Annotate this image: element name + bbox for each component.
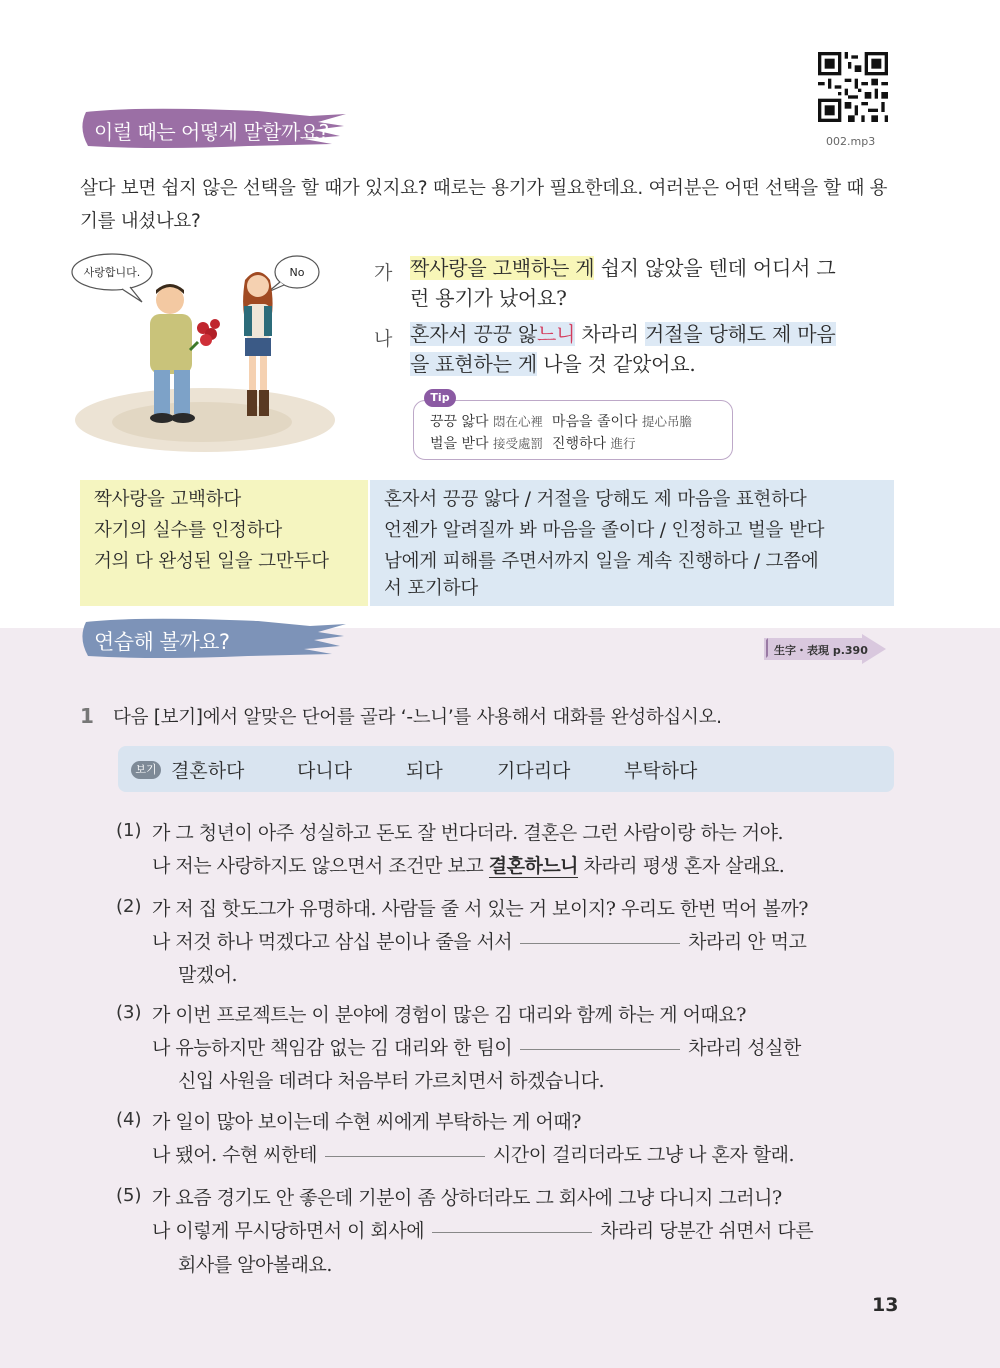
speaker-na: 나 — [374, 328, 393, 350]
example-label: 보기 — [131, 761, 161, 779]
table-left-row: 짝사랑을 고백하다 — [94, 489, 242, 510]
dialogue-text: 혼자서 끙끙 앓 — [410, 322, 538, 346]
exercise-text: 나 유능하지만 책임감 없는 김 대리와 한 팀이 — [152, 1037, 513, 1059]
dialogue-na-line2 — [410, 349, 696, 379]
table-left-row: 자기의 실수를 인정하다 — [94, 520, 283, 541]
exercise-na-cont: 신입 사원을 데려다 처음부터 가르치면서 하겠습니다. — [178, 1070, 605, 1092]
dialogue-ga-line1 — [410, 253, 836, 283]
tip-translation: 進行 — [610, 436, 636, 451]
exercise-na — [152, 1140, 794, 1167]
exercise-ga: 가 이번 프로젝트는 이 분야에 경험이 많은 김 대리와 함께 하는 게 어때요? — [152, 1004, 746, 1026]
exercise-ga: 가 일이 많아 보이는데 수현 씨에게 부탁하는 게 어때? — [152, 1111, 581, 1133]
exercise-ga: 가 요즘 경기도 안 좋은데 기분이 좀 상하더라도 그 회사에 그냥 다니지 그러니? — [152, 1187, 782, 1209]
highlight-choice: 거절을 당해도 제 마음 — [644, 322, 836, 346]
qr-code-icon[interactable] — [818, 52, 888, 122]
vocab-reference-text: 生字・表現 p.390 — [774, 644, 868, 657]
exercise-na — [152, 851, 784, 878]
dialogue-text: 쉽지 않았을 텐데 어디서 그 — [594, 256, 836, 280]
tip-word: 진행하다 — [551, 436, 607, 452]
table-right-row: 서 포기하다 — [384, 578, 479, 599]
exercise-text: 차라리 안 먹고 — [688, 931, 807, 953]
exercise-answer: 결혼하느니 — [488, 855, 579, 877]
exercise-text: 차라리 당분간 쉬면서 다른 — [600, 1220, 814, 1242]
exercise-na — [152, 1216, 813, 1243]
exercise-number: (4) — [116, 1109, 142, 1130]
section-header-situation — [78, 106, 348, 150]
grammar-point: 느니 — [537, 322, 576, 346]
speaker-ga: 가 — [374, 262, 393, 284]
answer-blank[interactable] — [520, 942, 680, 944]
example-word: 다니다 — [297, 760, 353, 782]
example-word: 기다리다 — [497, 760, 571, 782]
exercise-text: 나 됐어. 수현 씨한테 — [152, 1144, 317, 1166]
table-left-row: 거의 다 완성된 일을 그만두다 — [94, 551, 329, 572]
speech-bubble-left — [72, 254, 152, 302]
example-word: 되다 — [406, 760, 443, 782]
example-word: 결혼하다 — [171, 760, 245, 782]
answer-blank[interactable] — [432, 1231, 592, 1233]
exercise-text: 시간이 걸리더라도 그냥 나 혼자 할래. — [493, 1144, 795, 1166]
speech-bubble-right — [268, 256, 319, 292]
tip-label: Tip — [424, 389, 456, 407]
exercise-text: 차라리 평생 혼자 살래요. — [578, 855, 785, 877]
vocab-reference-tag[interactable] — [762, 634, 888, 664]
exercise-na-cont: 회사를 알아볼래요. — [178, 1254, 332, 1276]
exercise-na — [152, 1033, 801, 1060]
lower-background — [0, 628, 1000, 1368]
exercise-text: 차라리 성실한 — [688, 1037, 801, 1059]
tip-translation: 接受處罰 — [493, 436, 544, 451]
intro-paragraph: 살다 보면 쉽지 않은 선택을 할 때가 있지요? 때로는 용기가 필요한데요. 여러분은 어떤 선택을 할 때 용기를 내셨나요? — [80, 178, 888, 232]
exercise-na — [152, 927, 806, 954]
answer-blank[interactable] — [325, 1155, 485, 1157]
dialogue-ga-line2: 런 용기가 났어요? — [410, 286, 567, 310]
dialogue-na-line1 — [410, 319, 836, 349]
page-number: 13 — [872, 1294, 899, 1316]
table-right-row: 혼자서 끙끙 앓다 / 거절을 당해도 제 마음을 표현하다 — [384, 489, 807, 510]
section-title: 이럴 때는 어떻게 말할까요? — [94, 120, 329, 144]
illustration-confession — [70, 250, 360, 460]
exercise-number: (5) — [116, 1185, 142, 1206]
bubble-right-text: No — [289, 266, 305, 279]
highlight-choice: 을 표현하는 게 — [410, 352, 538, 376]
audio-file-label: 002.mp3 — [826, 135, 876, 148]
question-instruction: 다음 [보기]에서 알맞은 단어를 골라 ‘-느니’를 사용해서 대화를 완성하십시오. — [113, 707, 722, 728]
tip-row-1 — [430, 411, 692, 431]
example-word: 부탁하다 — [624, 760, 698, 782]
dialogue-text: 차라리 — [575, 322, 645, 346]
table-right-row: 언젠가 알려질까 봐 마음을 졸이다 / 인정하고 벌을 받다 — [384, 520, 825, 541]
tip-word: 마음을 졸이다 — [551, 414, 638, 430]
question-number: 1 — [80, 704, 94, 728]
tip-word: 끙끙 앓다 — [430, 414, 489, 430]
section-header-practice — [78, 616, 348, 660]
answer-blank[interactable] — [520, 1048, 680, 1050]
exercise-text: 나 저는 사랑하지도 않으면서 조건만 보고 — [152, 855, 489, 877]
section-title: 연습해 볼까요? — [94, 630, 230, 654]
exercise-ga: 가 그 청년이 아주 성실하고 돈도 잘 번다더라. 결혼은 그런 사람이랑 하는 거야. — [152, 822, 784, 844]
dialogue-text: 나을 것 같았어요. — [537, 352, 696, 376]
exercise-number: (1) — [116, 820, 142, 841]
tip-row-2 — [430, 433, 636, 453]
exercise-number: (2) — [116, 896, 142, 917]
highlight-reason — [410, 322, 575, 346]
highlight-confession: 짝사랑을 고백하는 게 — [410, 256, 595, 280]
exercise-ga: 가 저 집 핫도그가 유명하대. 사람들 줄 서 있는 거 보이지? 우리도 한번 먹어 볼까? — [152, 898, 808, 920]
exercise-text: 나 저것 하나 먹겠다고 삼십 분이나 줄을 서서 — [152, 931, 513, 953]
table-right-row: 남에게 피해를 주면서까지 일을 계속 진행하다 / 그쯤에 — [384, 551, 819, 572]
bubble-left-text: 사랑합니다. — [83, 266, 141, 279]
exercise-number: (3) — [116, 1002, 142, 1023]
tip-translation: 提心吊膽 — [641, 414, 692, 429]
tip-translation: 悶在心裡 — [493, 414, 544, 429]
exercise-na-cont: 말겠어. — [178, 964, 238, 986]
tip-word: 벌을 받다 — [430, 436, 489, 452]
exercise-text: 나 이렇게 무시당하면서 이 회사에 — [152, 1220, 425, 1242]
